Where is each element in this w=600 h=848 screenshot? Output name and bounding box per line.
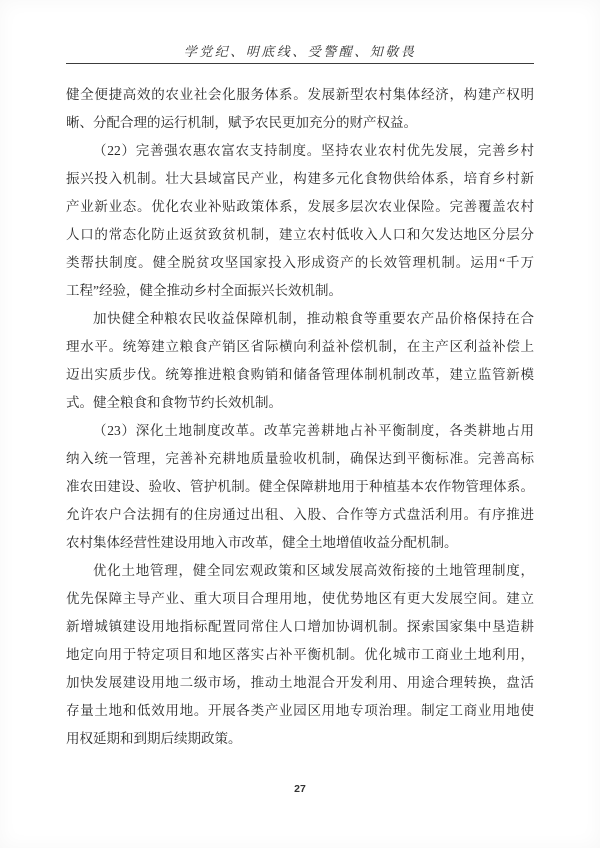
text-line: 理水平。统筹建立粮食产销区省际横向利益补偿机制，在主产区利益补偿上 [66,339,534,354]
text-line: 式。健全粮食和食物节约长效机制。 [66,395,282,410]
text-line: 产业新业态。优化农业补贴政策体系，发展多层次农业保险。完善覆盖农村 [66,199,534,214]
text-line: 用权延期和到期后续期政策。 [66,731,242,746]
text-line: 健全便捷高效的农业社会化服务体系。发展新型农村集体经济，构建产权明 [66,87,534,102]
text-line: 迈出实质步伐。统筹推进粮食购销和储备管理体制机制改革，建立监管新模 [66,367,534,382]
header-rule [66,63,534,64]
text-line: 类帮扶制度。健全脱贫攻坚国家投入形成资产的长效管理机制。运用“千万 [66,255,534,270]
text-line: 工程”经验，健全推动乡村全面振兴长效机制。 [66,283,342,298]
page-number: 27 [294,783,306,795]
text-line: 加快健全种粮农民收益保障机制，推动粮食等重要农产品价格保持在合 [93,311,534,326]
text-line: 加快发展建设用地二级市场，推动土地混合开发利用、用途合理转换，盘活 [66,675,534,690]
running-header: 学党纪、明底线、受警醒、知敬畏 [183,44,417,59]
text-line: 晰、分配合理的运行机制，赋予农民更加充分的财产权益。 [66,115,417,130]
text-line: 允许农户合法拥有的住房通过出租、入股、合作等方式盘活利用。有序推进 [66,507,534,522]
text-line: 优先保障主导产业、重大项目合理用地，使优势地区有更大发展空间。建立 [66,591,534,606]
text-line: 人口的常态化防止返贫致贫机制，建立农村低收入人口和欠发达地区分层分 [66,227,534,242]
text-line: 振兴投入机制。壮大县域富民产业，构建多元化食物供给体系，培育乡村新 [66,171,534,186]
text-line: 准农田建设、验收、管护机制。健全保障耕地用于种植基本农作物管理体系。 [66,479,534,494]
text-line: 纳入统一管理，完善补充耕地质量验收机制，确保达到平衡标准。完善高标 [66,451,534,466]
text-line: （23）深化土地制度改革。改革完善耕地占补平衡制度，各类耕地占用 [93,423,534,438]
text-line: 农村集体经营性建设用地入市改革，健全土地增值收益分配机制。 [66,535,458,550]
text-line: 存量土地和低效用地。开展各类产业园区用地专项治理。制定工商业用地使 [66,703,534,718]
text-line: （22）完善强农惠农富农支持制度。坚持农业农村优先发展，完善乡村 [93,143,534,158]
body-text [66,81,534,753]
text-line: 地定向用于特定项目和地区落实占补平衡机制。优化城市工商业土地利用， [66,647,534,662]
text-line: 新增城镇建设用地指标配置同常住人口增加协调机制。探索国家集中垦造耕 [66,619,534,634]
text-line: 优化土地管理，健全同宏观政策和区域发展高效衔接的土地管理制度， [93,563,534,578]
